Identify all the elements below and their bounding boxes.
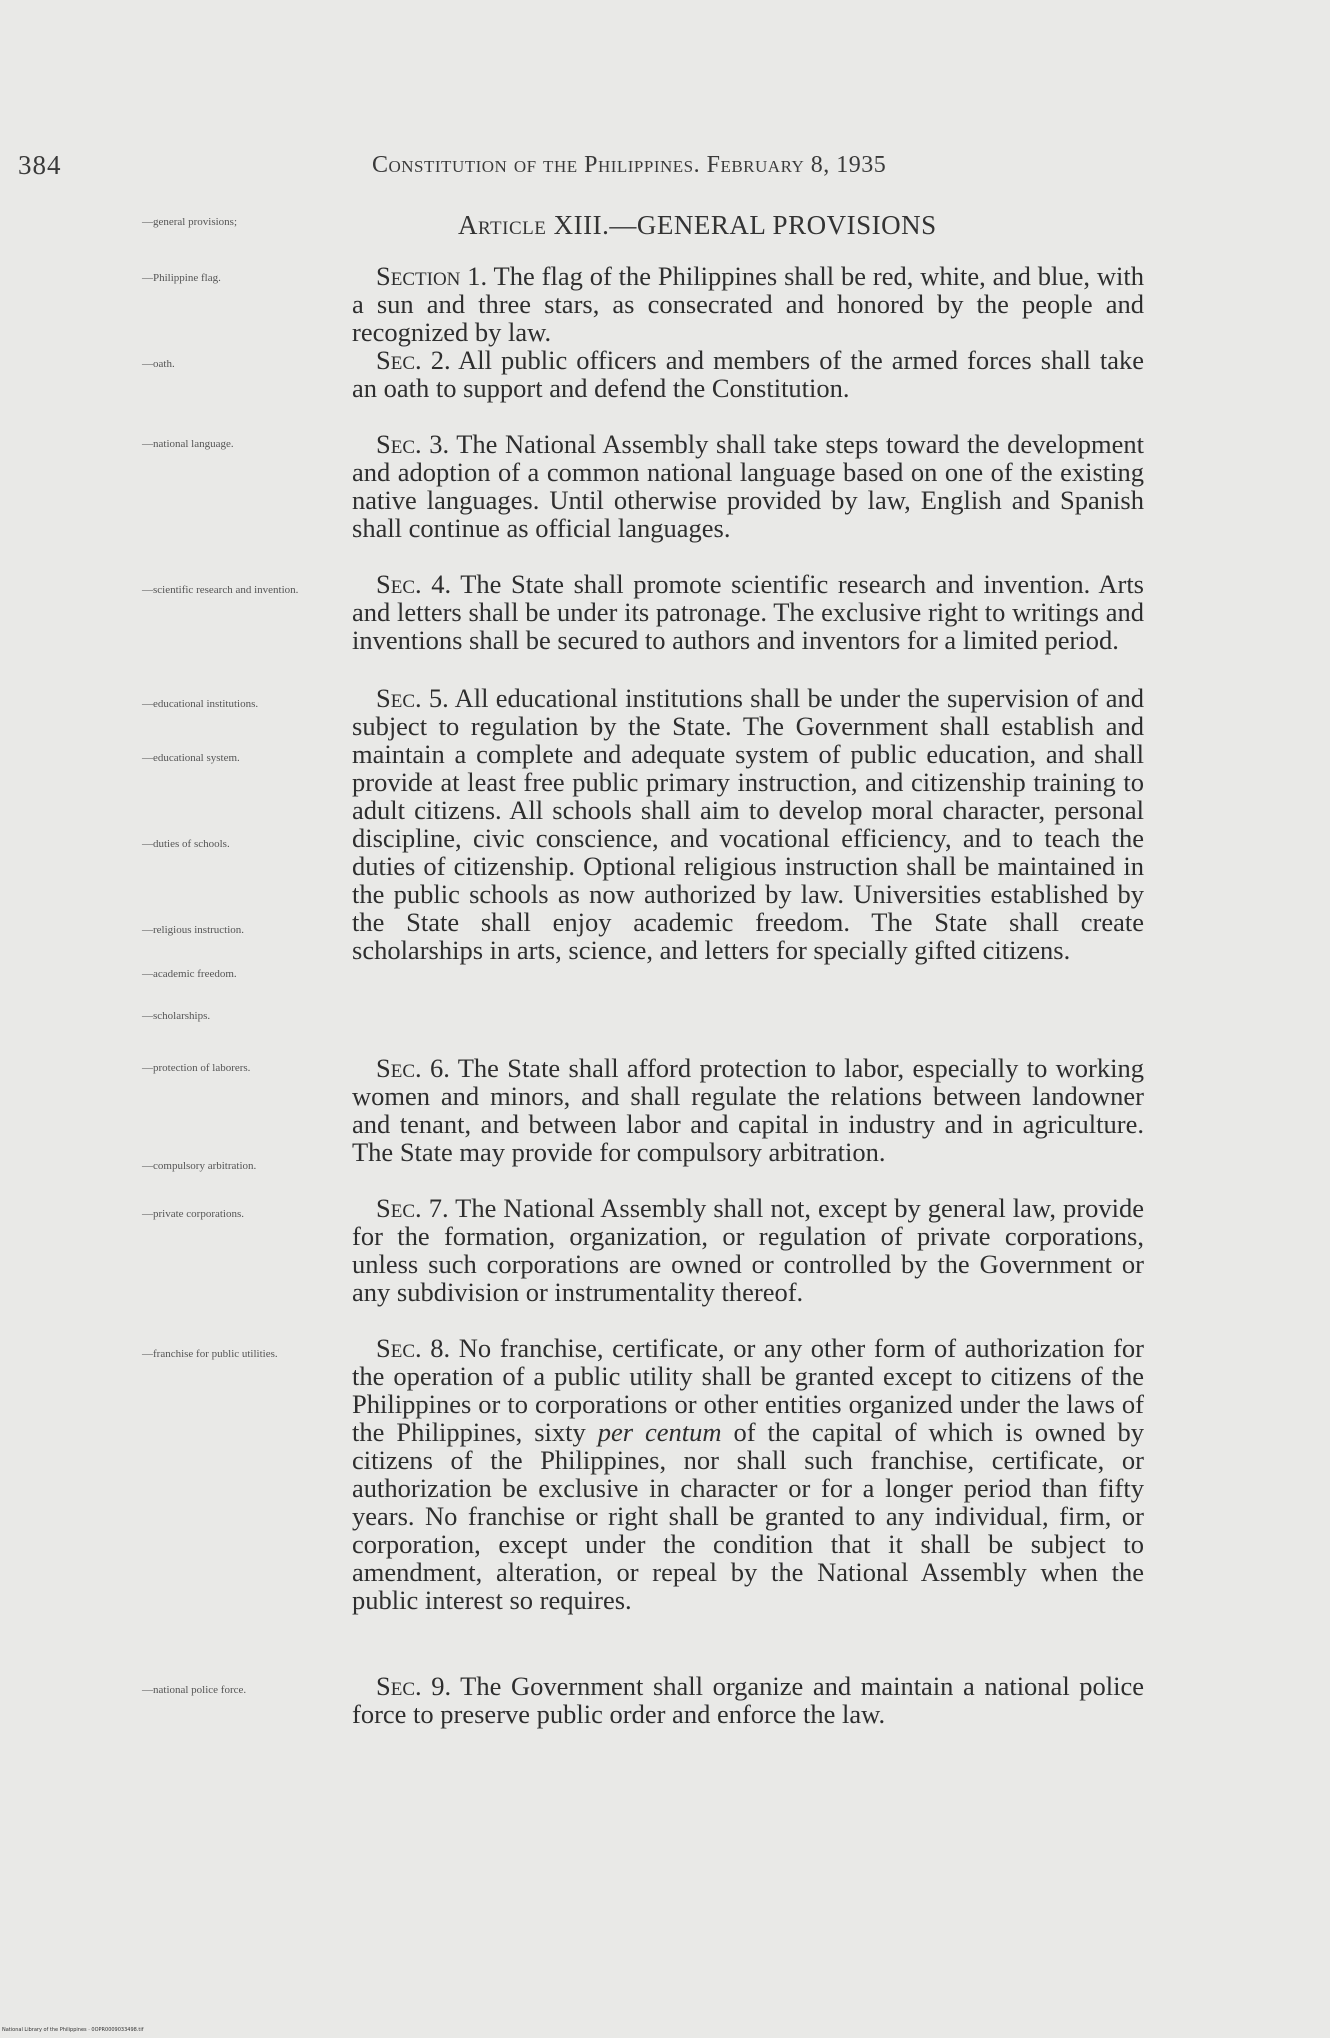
section-8-lead: Sec.: [376, 1333, 422, 1363]
section-9: [352, 1672, 1144, 1728]
section-3-text: 3. The National Assembly shall take steps toward the development and adoption of a common national language based on one of the existing native languages. Until otherwise provided by law, English and Spanish shall continue as official languages.: [352, 429, 1144, 543]
margin-note-scholarships: —scholarships.: [142, 1010, 211, 1022]
section-5-lead: Sec.: [376, 683, 422, 713]
section-3-lead: Sec.: [376, 429, 422, 459]
margin-note-flag: —Philippine flag.: [142, 272, 221, 284]
margin-note-duties: —duties of schools.: [142, 838, 230, 850]
section-5-text: 5. All educational institutions shall be under the supervision of and subject to regulation by the State. The Government shall establish and maintain a complete and adequate system of public education, and shall provide at least free public primary instruction, and citizenship training to adult citizens. All schools shall aim to develop moral character, personal discipline, civic conscience, and vocational efficiency, and to teach the duties of citizenship. Optional religious instruction shall be maintained in the public schools as now authorized by law. Universities established by the State shall enjoy academic freedom. The State shall create scholarships in arts, science, and letters for specially gifted citizens.: [352, 683, 1144, 965]
margin-note-science: —scientific research and invention.: [142, 584, 299, 596]
scan-footer: National Library of the Philippines · 0OPR0009033498.tif: [2, 2027, 144, 2033]
section-2-lead: Sec.: [376, 345, 422, 375]
margin-note-oath: —oath.: [142, 358, 175, 370]
section-9-text: 9. The Government shall organize and maintain a national police force to preserve public order and enforce the law.: [352, 1671, 1144, 1729]
section-1-text: 1. The flag of the Philippines shall be red, white, and blue, with a sun and three stars, as consecrated and honored by the people and recognized by law.: [352, 261, 1144, 347]
margin-note-religious: —religious instruction.: [142, 924, 245, 936]
section-8-text-b: of the capital of which is owned by citizens of the Philippines, nor shall such franchise, certificate, or authorization be exclusive in character or for a longer period than fifty years. No franchise or right shall be granted to any individual, firm, or corporation, except under the condition that it shall be subject to amendment, alteration, or repeal by the National Assembly when the public interest so requires.: [352, 1417, 1144, 1615]
section-3: [352, 430, 1144, 542]
article-title: [458, 210, 1158, 241]
margin-note-academic: —academic freedom.: [142, 968, 237, 980]
section-1-lead: Section: [376, 261, 461, 291]
section-8: [352, 1334, 1144, 1614]
margin-note-educational-institutions: —educational institutions.: [142, 698, 259, 710]
article-title-prefix: Article: [458, 210, 547, 240]
margin-note-police: —national police force.: [142, 1684, 247, 1696]
section-6: [352, 1054, 1144, 1166]
section-7: [352, 1194, 1144, 1306]
margin-note-franchise: —franchise for public utilities.: [142, 1348, 278, 1360]
margin-note-educational-system: —educational system.: [142, 752, 240, 764]
section-8-italic: per centum: [597, 1417, 722, 1447]
section-1: [352, 262, 1144, 346]
margin-note-language: —national language.: [142, 438, 234, 450]
section-4-lead: Sec.: [376, 569, 422, 599]
section-7-text: 7. The National Assembly shall not, except by general law, provide for the formation, organization, or regulation of private corporations, unless such corporations are owned or controlled by the Government or any subdivision or instrumentality thereof.: [352, 1193, 1144, 1307]
margin-note-corporations: —private corporations.: [142, 1208, 245, 1220]
section-4-text: 4. The State shall promote scientific research and invention. Arts and letters shall be under its patronage. The exclusive right to writings and inventions shall be secured to authors and inventors for a limited period.: [352, 569, 1144, 655]
margin-note-laborers: —protection of laborers.: [142, 1062, 251, 1074]
section-6-text: 6. The State shall afford protection to labor, especially to working women and minors, and shall regulate the relations between landowner and tenant, and between labor and capital in industry and in agriculture. The State may provide for compulsory arbitration.: [352, 1053, 1144, 1167]
section-7-lead: Sec.: [376, 1193, 422, 1223]
section-4: [352, 570, 1144, 654]
section-2-text: 2. All public officers and members of the armed forces shall take an oath to support and defend the Constitution.: [352, 345, 1144, 403]
section-8-text-a: 8. No franchise, certificate, or any other form of authorization for the operation of a public utility shall be granted except to citizens of the Philippines or to corporations or other entities organized under the laws of the Philippines, sixty: [352, 1333, 1144, 1447]
section-9-lead: Sec.: [376, 1671, 422, 1701]
section-6-lead: Sec.: [376, 1053, 422, 1083]
article-title-rest: XIII.—GENERAL PROVISIONS: [546, 210, 937, 240]
section-5: [352, 684, 1144, 964]
margin-note-arbitration: —compulsory arbitration.: [142, 1160, 257, 1172]
running-head: Constitution of the Philippines. February 8, 1935: [372, 152, 887, 178]
section-2: [352, 346, 1144, 402]
page-number: 384: [18, 150, 62, 180]
margin-note-general: —general provisions;: [142, 216, 238, 228]
